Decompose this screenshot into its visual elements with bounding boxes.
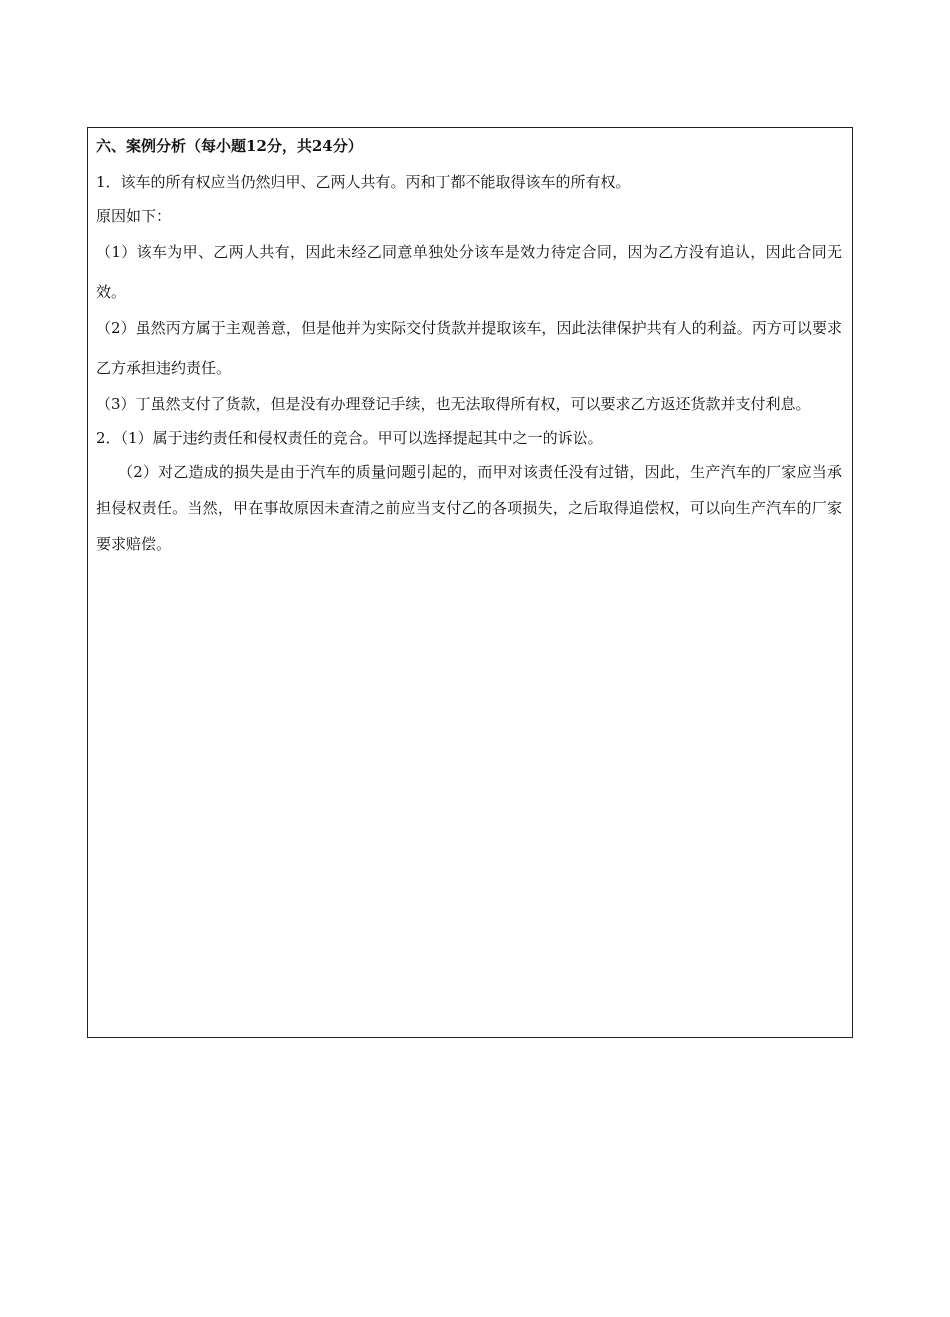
answer2-point-1: 2．（1）属于违约责任和侵权责任的竞合。甲可以选择提起其中之一的诉讼。 [96, 429, 603, 447]
answer2-point-2: （2）对乙造成的损失是由于汽车的质量问题引起的，而甲对该责任没有过错，因此，生产汽车的厂家应当承担侵权责任。当然，甲在事故原因未查清之前应当支付乙的各项损失，之后取得追偿权，可以向生产汽车的厂家要求赔偿。 [96, 463, 842, 553]
section-title: 六、案例分析（每小题12分，共24分） [96, 137, 363, 155]
answer1-point-1: （1）该车为甲、乙两人共有，因此未经乙同意单独处分该车是效力待定合同，因为乙方没有追认，因此合同无效。 [96, 243, 842, 301]
answer1-point-2: （2）虽然丙方属于主观善意，但是他并为实际交付货款并提取该车，因此法律保护共有人的利益。丙方可以要求乙方承担违约责任。 [96, 319, 842, 377]
answer1-point-3: （3）丁虽然支付了货款，但是没有办理登记手续，也无法取得所有权，可以要求乙方返还货款并支付利息。 [96, 395, 811, 413]
answer1-reason-label: 原因如下： [96, 207, 172, 225]
answer-box [87, 127, 853, 1038]
answer1-conclusion: 1．该车的所有权应当仍然归甲、乙两人共有。丙和丁都不能取得该车的所有权。 [96, 173, 631, 191]
